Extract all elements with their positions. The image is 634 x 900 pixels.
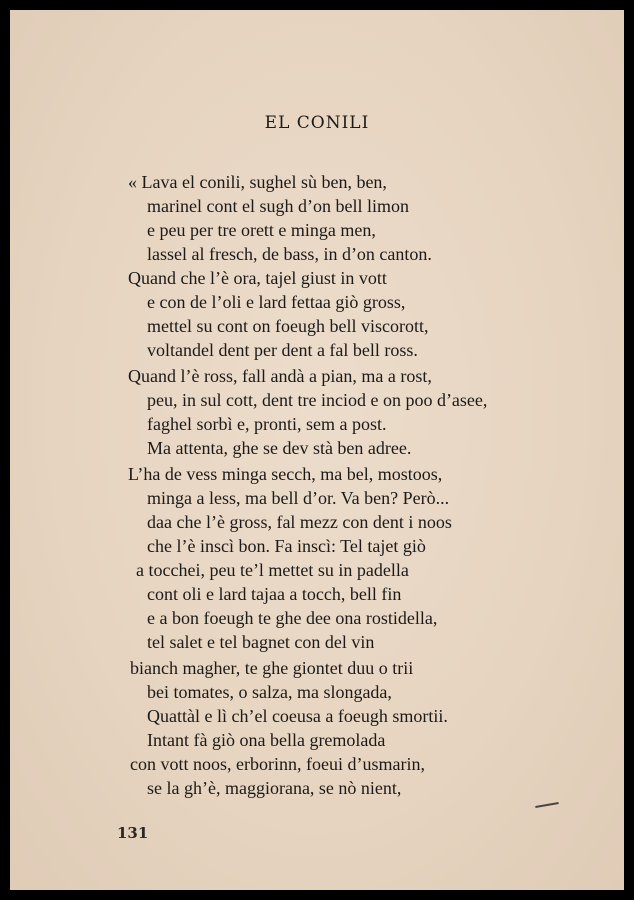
- poem-line: a tocchei, peu te’l mettet su in padella: [136, 560, 409, 580]
- poem-line: cont oli e lard tajaa a tocch, bell fin: [147, 584, 402, 604]
- poem-line: con vott noos, erborinn, foeui d’usmarin,: [130, 754, 425, 774]
- poem-line: che l’è inscì bon. Fa inscì: Tel tajet giò: [147, 536, 426, 556]
- poem-line: lassel al fresch, de bass, in d’on canton.: [147, 244, 432, 264]
- poem-line: Quand l’è ross, fall andà a pian, ma a rost,: [128, 366, 432, 386]
- poem-line: Ma attenta, ghe se dev stà ben adree.: [147, 438, 412, 458]
- poem-line: Quand che l’è ora, tajel giust in vott: [128, 268, 387, 288]
- poem-line: mettel su cont on foeugh bell viscorott,: [147, 316, 429, 336]
- poem-line: minga a less, ma bell d’or. Va ben? Però...: [147, 488, 450, 508]
- poem-line: Quattàl e lì ch’el coeusa a foeugh smortii.: [147, 706, 448, 726]
- poem-line: e peu per tre orett e minga men,: [147, 220, 376, 240]
- poem-line: tel salet e tel bagnet con del vin: [147, 632, 375, 652]
- poem-line: daa che l’è gross, fal mezz con dent i noos: [147, 512, 452, 532]
- poem-line: marinel cont el sugh d’on bell limon: [147, 196, 409, 216]
- book-page: [10, 10, 624, 890]
- poem-line: faghel sorbì e, pronti, sem a post.: [147, 414, 387, 434]
- poem-body: [10, 10, 624, 890]
- poem-line: L’ha de vess minga secch, ma bel, mostoos,: [128, 464, 443, 484]
- page-number: 131: [117, 824, 149, 842]
- poem-line: bianch magher, te ghe giontet duu o trii: [130, 658, 414, 678]
- poem-line: bei tomates, o salza, ma slongada,: [147, 682, 392, 702]
- poem-line: se la gh’è, maggiorana, se nò nient,: [147, 778, 402, 798]
- poem-line: Intant fà giò ona bella gremolada: [147, 730, 386, 750]
- poem-line: « Lava el conili, sughel sù ben, ben,: [128, 172, 387, 192]
- poem-line: e a bon foeugh te ghe dee ona rostidella,: [147, 608, 438, 628]
- poem-line: voltandel dent per dent a fal bell ross.: [147, 340, 418, 360]
- poem-line: e con de l’oli e lard fettaa giò gross,: [147, 292, 406, 312]
- poem-line: peu, in sul cott, dent tre inciod e on poo d’asee,: [147, 390, 488, 410]
- poem-title: EL CONILI: [264, 113, 370, 133]
